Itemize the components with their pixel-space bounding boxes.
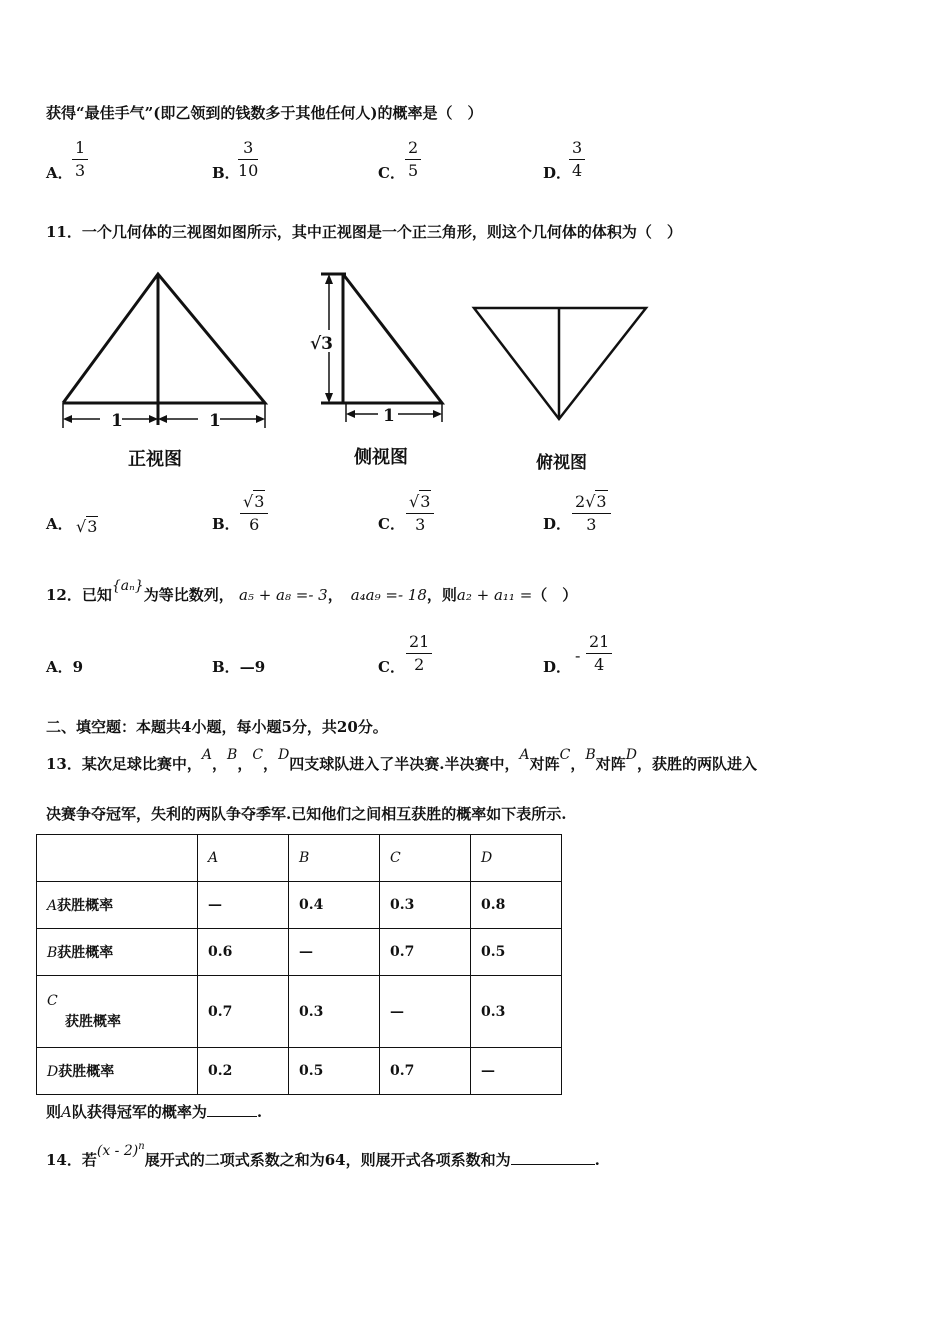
table-cell: 0.3	[380, 882, 471, 929]
table-cell: —	[289, 929, 380, 976]
table-cell: 0.3	[471, 976, 562, 1048]
table-cell: —	[471, 1048, 562, 1095]
table-cell: 0.6	[198, 929, 289, 976]
q10-option-c-fraction: $\frac{2}{5}$	[405, 137, 421, 182]
q13-question: 则A队获得冠军的概率为 .	[46, 1103, 263, 1121]
q11-option-c-fraction: $\frac{√3}{3}$	[406, 490, 434, 536]
q11-option-a-value: √3	[76, 517, 98, 536]
front-view-dimension	[63, 403, 265, 428]
table-cell: 0.7	[380, 929, 471, 976]
table-cell: —	[198, 882, 289, 929]
q11-option-a-label: A．	[46, 515, 73, 533]
q11-option-b-fraction: $\frac{√3}{6}$	[240, 490, 268, 536]
front-view	[63, 274, 265, 425]
front-dim-right: 1	[209, 411, 221, 431]
table-row-label: C 获胜概率	[37, 976, 198, 1048]
top-view	[474, 308, 646, 419]
q10-option-a-label: A．	[46, 164, 73, 182]
table-header-cell: A	[198, 835, 289, 882]
table-row	[37, 976, 562, 1048]
q12-option-c-fraction: $\frac{21}{2}$	[406, 631, 432, 676]
q14-answer-blank[interactable]	[511, 1164, 595, 1165]
table-cell: 0.7	[380, 1048, 471, 1095]
q13-line2: 决赛争夺冠军，失利的两队争夺季军.已知他们之间相互获胜的概率如下表所示.	[46, 805, 567, 823]
q12-stem: 12．已知{aₙ}为等比数列， a₅ + a₈ =- 3， a₄a₉ =- 18，则a₂ + a₁₁ =（ ）	[46, 578, 578, 604]
q10-option-b-fraction: $\frac{3}{10}$	[238, 138, 259, 180]
table-row-label: D获胜概率	[37, 1048, 198, 1095]
q10-option-d-label: D．	[543, 164, 572, 182]
q12-option-c-label: C．	[378, 658, 405, 676]
table-cell: —	[380, 976, 471, 1048]
table-cell: 0.8	[471, 882, 562, 929]
q13-line1: 13．某次足球比赛中，A，B，C，D四支球队进入了半决赛.半决赛中，A对阵C，B对阵D，获胜的两队进入	[46, 747, 757, 773]
table-header-row	[37, 835, 562, 882]
q12-option-d-fraction: $\frac{21}{4}$	[586, 631, 612, 676]
win-probability-table	[36, 834, 562, 1095]
table-cell: 0.4	[289, 882, 380, 929]
q12-option-b: B．—9	[212, 658, 266, 676]
table-cell: 0.2	[198, 1048, 289, 1095]
table-header-cell: D	[471, 835, 562, 882]
top-view-caption: 俯视图	[536, 453, 587, 473]
q10-option-b-label: B．	[212, 164, 240, 182]
q12-option-a: A．9	[46, 658, 84, 676]
table-cell: 0.5	[289, 1048, 380, 1095]
q11-stem: 11．一个几何体的三视图如图所示，其中正视图是一个正三角形，则这个几何体的体积为（ ）	[46, 223, 682, 241]
q10-option-d-fraction: $\frac{3}{4}$	[569, 137, 585, 182]
front-view-caption: 正视图	[128, 449, 182, 470]
q14-stem: 14．若(x - 2)$^n$展开式的二项式系数之和为64，则展开式各项系数和为 .	[46, 1141, 600, 1169]
table-row	[37, 882, 562, 929]
table-header-cell: C	[380, 835, 471, 882]
side-dim-base: 1	[383, 406, 395, 426]
q11-option-d-fraction: $\frac{2√3}{3}$	[572, 490, 611, 536]
q11-option-d-label: D．	[543, 515, 572, 533]
table-row	[37, 1048, 562, 1095]
side-view-caption: 侧视图	[354, 447, 408, 468]
table-row-label: A获胜概率	[37, 882, 198, 929]
table-cell: 0.3	[289, 976, 380, 1048]
table-cell: 0.5	[471, 929, 562, 976]
table-row	[37, 929, 562, 976]
q10-stem: 获得“最佳手气”(即乙领到的钱数多于其他任何人)的概率是（ ）	[46, 104, 483, 122]
q12-option-d-sign: -	[575, 646, 581, 665]
three-views-figure	[0, 260, 700, 480]
q10-option-c-label: C．	[378, 164, 405, 182]
table-row-label: B获胜概率	[37, 929, 198, 976]
q11-option-c-label: C．	[378, 515, 405, 533]
q11-option-b-label: B．	[212, 515, 240, 533]
table-header-cell: B	[289, 835, 380, 882]
q10-option-a-fraction: $\frac{1}{3}$	[72, 137, 88, 182]
table-cell: 0.7	[198, 976, 289, 1048]
q13-answer-blank[interactable]	[207, 1116, 257, 1117]
side-view	[321, 274, 442, 403]
side-dim-height: √3	[310, 334, 334, 354]
front-dim-left: 1	[111, 411, 123, 431]
section-2-heading: 二、填空题：本题共4小题，每小题5分，共20分。	[46, 718, 388, 736]
q12-option-d-label: D．	[543, 658, 572, 676]
table-header-cell	[37, 835, 198, 882]
